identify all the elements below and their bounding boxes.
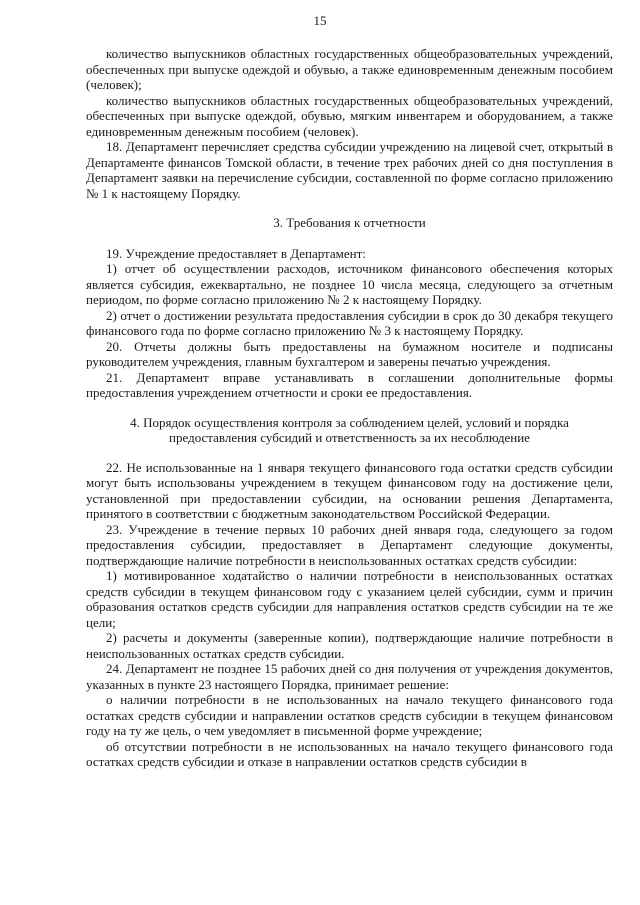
paragraph-23: 23. Учреждение в течение первых 10 рабочих дней января года, следующего за годом предоставления субсидии, предоставляет в Департамент следующие документы, подтверждающие наличие потребности в неиспользованных остатках средств субсидии: bbox=[86, 521, 613, 568]
paragraph-24-option-need: о наличии потребности в не использованных на начало текущего финансового года остатках средств субсидии и направлении остатков средств субсидии в текущем финансовом году на ту же цель, о чем уведомляет в письменной форме учреждение; bbox=[86, 692, 613, 738]
page-number: 15 bbox=[313, 13, 327, 28]
section-heading-3: 3. Требования к отчетности bbox=[273, 215, 426, 230]
paragraph-23-item-2: 2) расчеты и документы (заверенные копии), подтверждающие наличие потребности в неиспользованных остатках средств субсидии. bbox=[86, 630, 613, 661]
paragraph-19: 19. Учреждение предоставляет в Департамент: bbox=[106, 245, 366, 261]
paragraph-19-item-1: 1) отчет об осуществлении расходов, источником финансового обеспечения которых является субсидия, ежеквартально, не позднее 10 числа месяца, следующего за отчетным периодом, по форме согласно приложению № 2 к настоящему Порядку. bbox=[86, 261, 613, 307]
paragraph-18: 18. Департамент перечисляет средства субсидии учреждению на лицевой счет, открытый в Департаменте финансов Томской области, в течение трех рабочих дней со дня поступления в Департамент заявки на перечисление субсидии, составленной по форме согласно приложению № 1 к настоящему Порядку. bbox=[86, 139, 613, 201]
paragraph-22: 22. Не использованные на 1 января текущего финансового года остатки средств субсидии могут быть использованы учреждением в текущем финансовом году на достижение цели, установленной при предоставлении субсидии, на основании решения Департамента, принятого в соответствии с бюджетным законодательством Российской Федерации. bbox=[86, 459, 613, 521]
paragraph-20: 20. Отчеты должны быть предоставлены на бумажном носителе и подписаны руководителем учреждения, главным бухгалтером и заверены печатью учреждения. bbox=[86, 338, 613, 369]
section-heading-4: 4. Порядок осуществления контроля за соблюдением целей, условий и порядка предоставления субсидий и ответственность за их несоблюдение bbox=[130, 414, 569, 445]
paragraph-19-item-2: 2) отчет о достижении результата предоставления субсидии в срок до 30 декабря текущего финансового года по форме согласно приложению № 3 к настоящему Порядку. bbox=[86, 307, 613, 338]
paragraph-24: 24. Департамент не позднее 15 рабочих дней со дня получения от учреждения документов, указанных в пункте 23 настоящего Порядка, принимает решение: bbox=[86, 661, 613, 692]
paragraph-24-option-no-need: об отсутствии потребности в не использованных на начало текущего финансового года остатках средств субсидии и отказе в направлении остатков средств субсидии в bbox=[86, 738, 613, 769]
paragraph-graduates-clothing: количество выпускников областных государственных общеобразовательных учреждений, обеспеченных при выпуске одеждой и обувью, а также единовременным денежным пособием (человек); bbox=[86, 46, 613, 92]
document-body bbox=[86, 46, 613, 770]
paragraph-graduates-equipment: количество выпускников областных государственных общеобразовательных учреждений, обеспеченных при выпуске одеждой, обувью, мягким инвентарем и оборудованием, а также единовременным денежным пособием (человек). bbox=[86, 92, 613, 139]
paragraph-23-item-1: 1) мотивированное ходатайство о наличии потребности в неиспользованных остатках средств субсидии в текущем финансовом году с указанием целей субсидии, сумм и причин образования остатков средств субсидии для направления остатков средств субсидии на те же цели; bbox=[86, 568, 613, 630]
paragraph-21: 21. Департамент вправе устанавливать в соглашении дополнительные формы предоставления учреждением отчетности и сроки ее предоставления. bbox=[86, 369, 613, 400]
